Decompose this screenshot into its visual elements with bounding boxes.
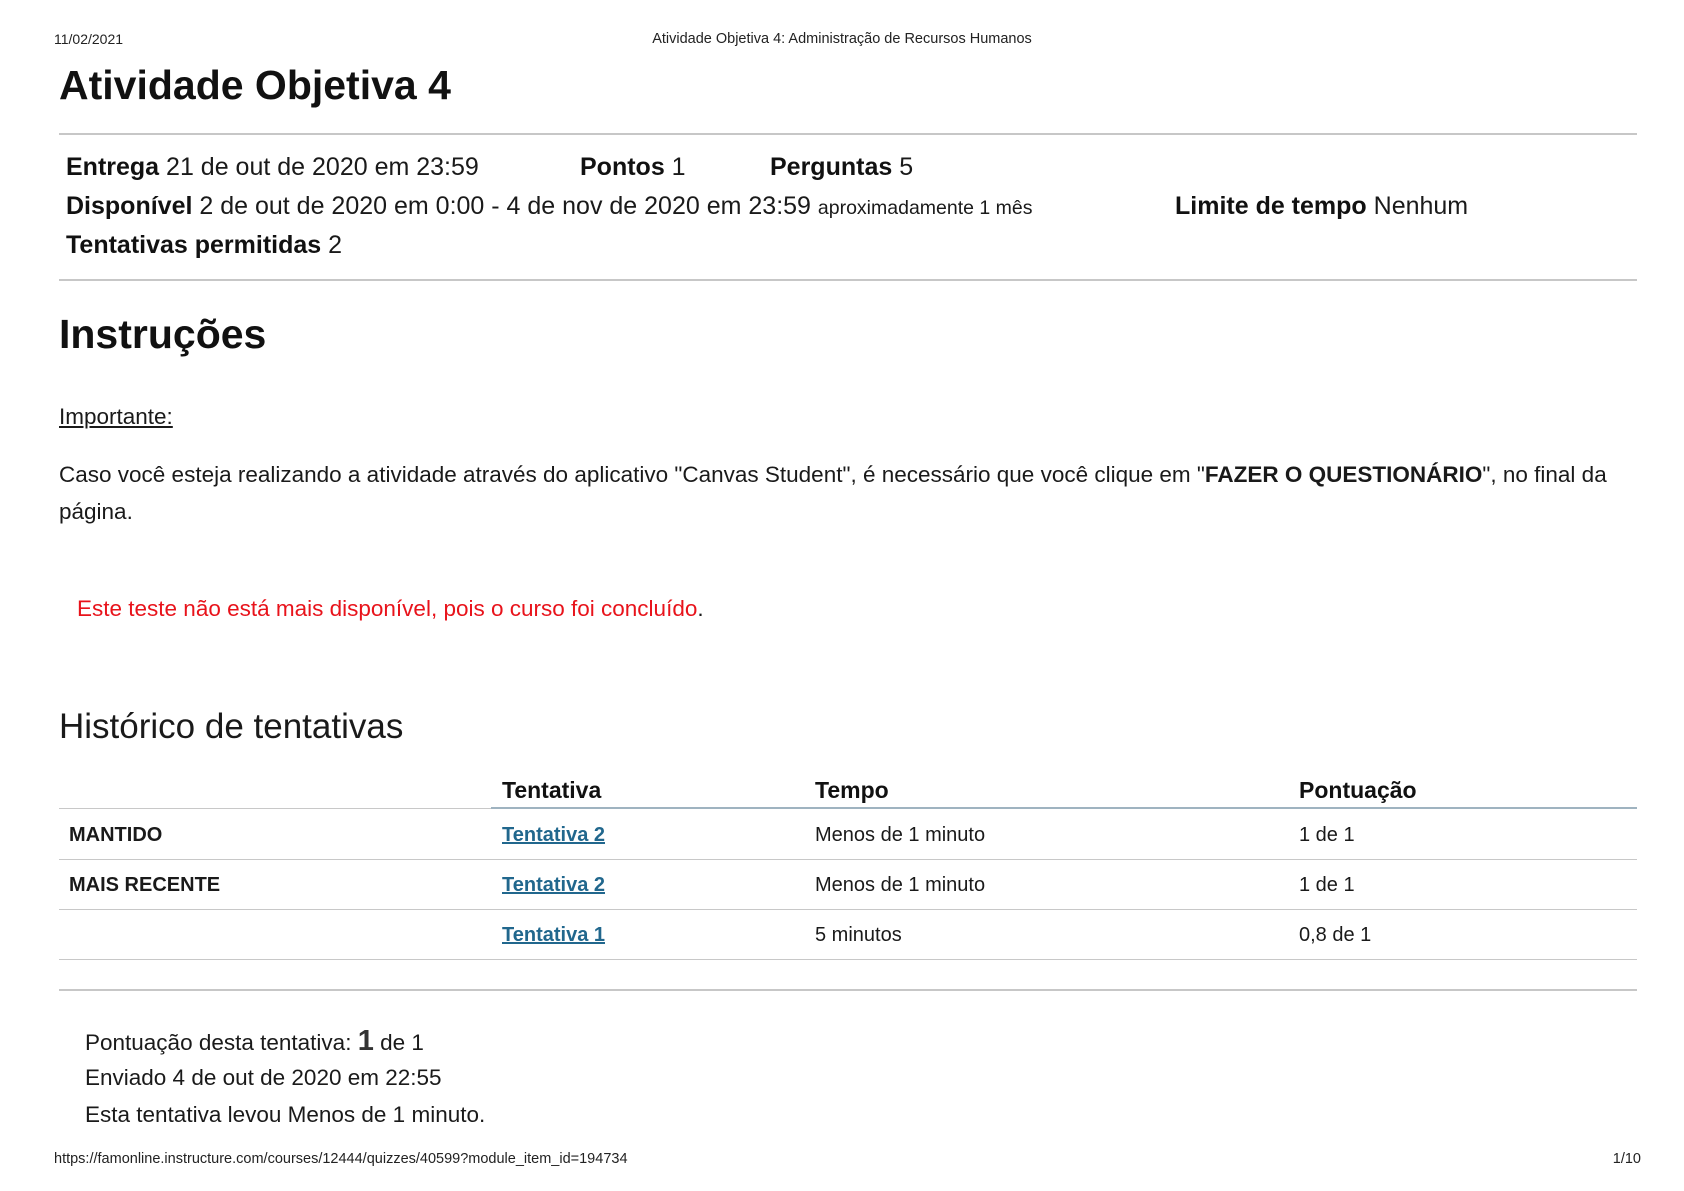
due-value: 21 de out de 2020 em 23:59 <box>166 153 479 181</box>
questions-label: Perguntas <box>770 153 893 181</box>
attempts-value: 2 <box>328 231 343 259</box>
notice-period: . <box>697 596 704 621</box>
points-value: 1 <box>671 153 686 181</box>
attempt-link[interactable]: Tentativa 1 <box>502 924 605 946</box>
print-date: 11/02/2021 <box>54 31 124 47</box>
table-header-underline <box>491 807 1637 809</box>
col-header-attempt: Tentativa <box>502 777 602 803</box>
attempts-label: Tentativas permitidas <box>66 231 322 259</box>
history-heading: Histórico de tentativas <box>59 707 404 746</box>
divider-top <box>59 133 1637 135</box>
meta-row-1 <box>66 153 479 182</box>
instructions-paragraph <box>59 456 1641 530</box>
meta-questions <box>770 153 913 182</box>
print-page-number: 1/10 <box>1612 1151 1641 1167</box>
notice-text: Este teste não está mais disponível, pois o curso foi concluído <box>77 596 698 621</box>
time-limit-label: Limite de tempo <box>1175 192 1367 220</box>
attempt-score <box>85 1025 424 1058</box>
attempt-link[interactable]: Tentativa 2 <box>502 824 605 846</box>
score-suffix: de 1 <box>380 1030 424 1055</box>
meta-row-3 <box>66 231 342 260</box>
table-cell-attempt <box>502 924 605 947</box>
page-title: Atividade Objetiva 4 <box>59 62 451 108</box>
table-cell-score: 1 de 1 <box>1299 824 1355 846</box>
due-label: Entrega <box>66 153 160 181</box>
table-cell-attempt <box>502 824 605 847</box>
time-limit-value: Nenhum <box>1373 192 1469 220</box>
meta-points <box>580 153 686 182</box>
col-header-time: Tempo <box>815 777 889 803</box>
table-cell-score: 1 de 1 <box>1299 874 1355 896</box>
row-label-latest: MAIS RECENTE <box>69 874 221 896</box>
attempt-duration: Esta tentativa levou Menos de 1 minuto. <box>85 1102 486 1127</box>
available-value: 2 de out de 2020 em 0:00 - 4 de nov de 2020 em 23:59 <box>199 192 811 220</box>
score-prefix: Pontuação desta tentativa: <box>85 1030 352 1055</box>
divider-meta <box>59 279 1637 281</box>
points-label: Pontos <box>580 153 665 181</box>
table-divider <box>59 808 491 809</box>
meta-time-limit <box>1175 192 1468 221</box>
score-value: 1 <box>357 1025 374 1057</box>
instructions-text-1: Caso você esteja realizando a atividade através do aplicativo "Canvas Student", é necessário que você clique em " <box>59 462 1205 487</box>
table-cell-time: 5 minutos <box>815 924 902 946</box>
attempt-link[interactable]: Tentativa 2 <box>502 874 605 896</box>
instructions-text-2: ", no final da página. <box>59 462 1607 524</box>
table-row-divider <box>59 959 1637 960</box>
divider-summary <box>59 989 1637 991</box>
questions-value: 5 <box>899 153 914 181</box>
important-label: Importante: <box>59 404 173 429</box>
available-duration: aproximadamente 1 mês <box>817 197 1033 219</box>
print-header-title: Atividade Objetiva 4: Administração de Recursos Humanos <box>652 31 1032 47</box>
instructions-bold-text: FAZER O QUESTIONÁRIO <box>1204 462 1483 487</box>
submitted-date: Enviado 4 de out de 2020 em 22:55 <box>85 1065 442 1090</box>
table-cell-score: 0,8 de 1 <box>1299 924 1372 946</box>
table-cell-attempt <box>502 874 605 897</box>
print-footer-url: https://famonline.instructure.com/courses/12444/quizzes/40599?module_item_id=194734 <box>54 1151 628 1167</box>
instructions-heading: Instruções <box>59 311 267 357</box>
table-row-divider <box>59 909 1637 910</box>
col-header-score: Pontuação <box>1299 777 1417 803</box>
table-cell-time: Menos de 1 minuto <box>815 874 986 896</box>
meta-row-2 <box>66 192 1033 221</box>
available-label: Disponível <box>66 192 193 220</box>
row-label-kept: MANTIDO <box>69 824 163 846</box>
table-cell-time: Menos de 1 minuto <box>815 824 986 846</box>
unavailable-notice <box>77 596 704 622</box>
table-row-divider <box>59 859 1637 860</box>
